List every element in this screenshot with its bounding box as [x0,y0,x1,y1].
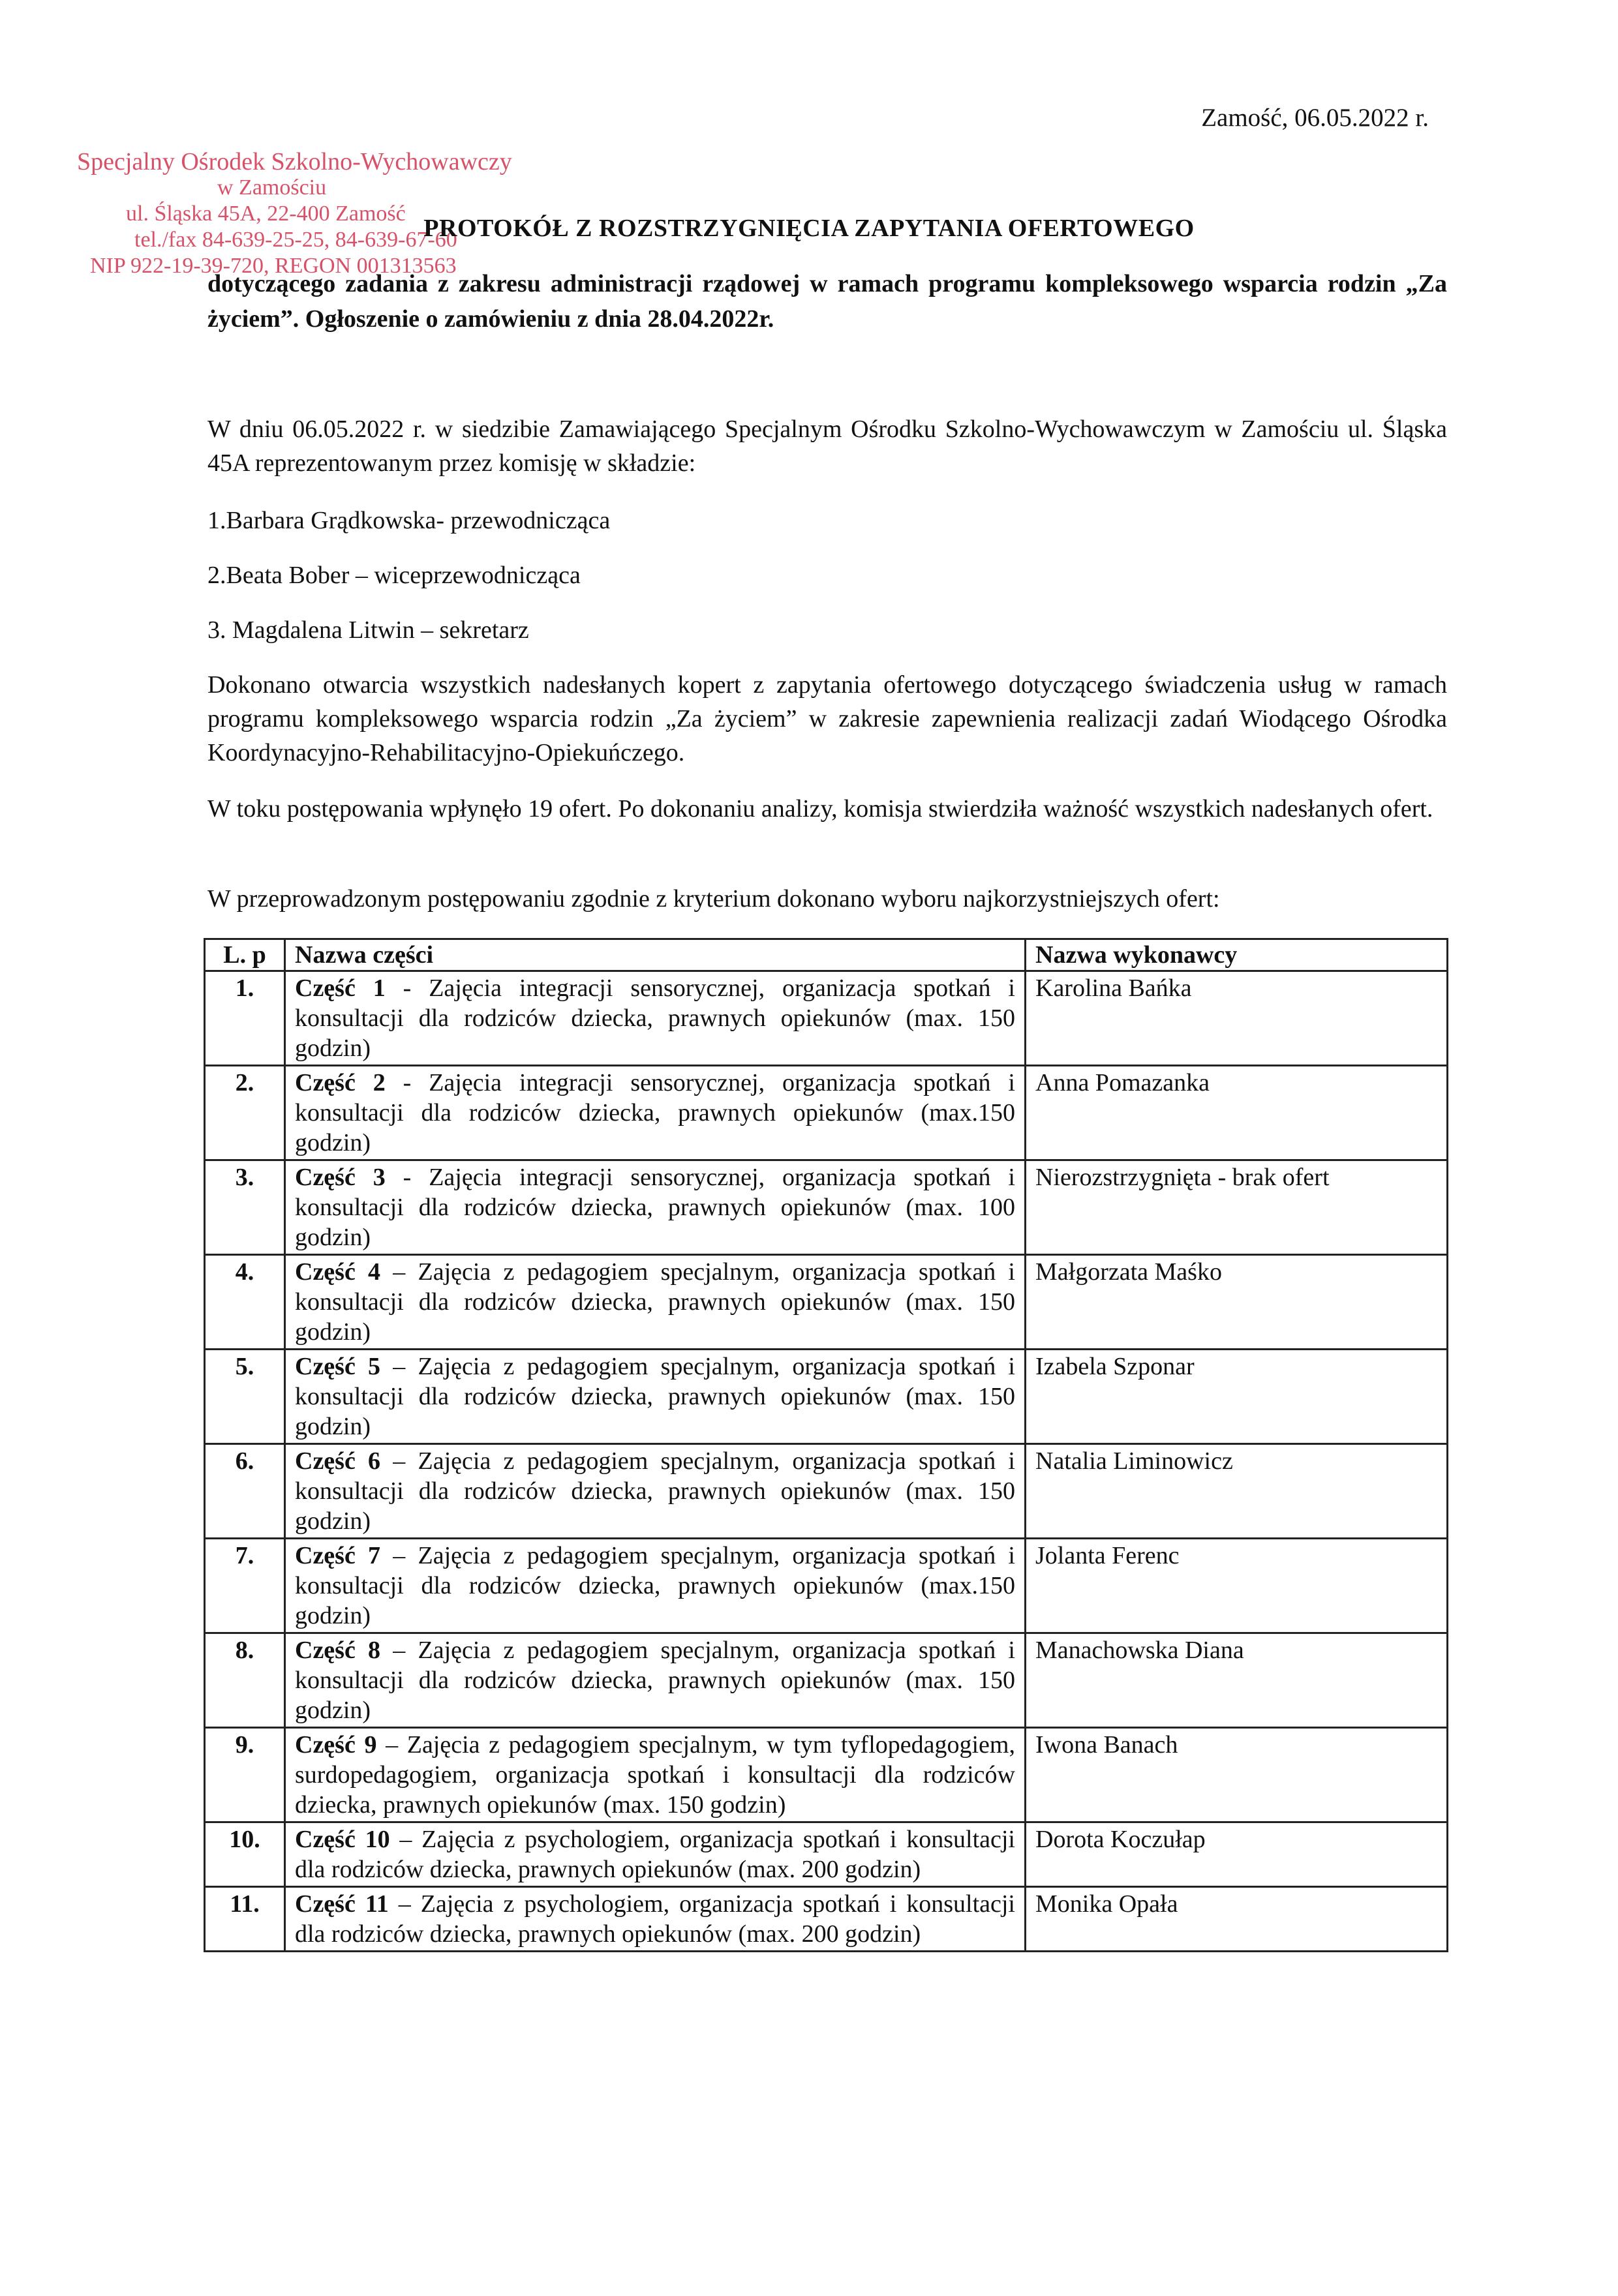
part-description [285,1350,1026,1444]
table-row [205,1539,1448,1633]
part-text: - Zajęcia integracji sensorycznej, organizacja spotkań i konsultacji dla rodziców dziecka, prawnych opiekunów (max. 150 godzin) [295,974,1015,1062]
part-text: – Zajęcia z pedagogiem specjalnym, w tym tyflopedagogiem, surdopedagogiem, organizacja spotkań i konsultacji dla rodziców dziecka, prawnych opiekunów (max. 150 godzin) [295,1731,1015,1819]
part-text: - Zajęcia integracji sensorycznej, organizacja spotkań i konsultacji dla rodziców dziecka, prawnych opiekunów (max. 100 godzin) [295,1164,1015,1251]
part-text: - Zajęcia integracji sensorycznej, organizacja spotkań i konsultacji dla rodziców dziecka, prawnych opiekunów (max.150 godzin) [295,1069,1015,1156]
part-label: Część 6 [295,1447,381,1475]
table-row [205,1887,1448,1952]
part-label: Część 1 [295,974,386,1002]
part-description [285,1822,1026,1887]
committee-member: 2.Beata Bober – wiceprzewodnicząca [207,562,581,589]
row-number: 2. [205,1066,285,1160]
row-number: 8. [205,1633,285,1728]
header-part: Nazwa części [285,939,1026,971]
part-label: Część 3 [295,1164,386,1191]
stamp-line-city: w Zamościu [217,175,327,200]
offers-table [204,938,1448,1952]
table-row [205,1066,1448,1160]
table-row [205,1160,1448,1255]
part-description [285,1255,1026,1350]
stamp-line-ids: NIP 922-19-39-720, REGON 001313563 [90,254,457,278]
contractor-name: Manachowska Diana [1026,1633,1448,1728]
contractor-name: Natalia Liminowicz [1026,1444,1448,1539]
contractor-name: Nierozstrzygnięta - brak ofert [1026,1160,1448,1255]
part-description [285,1539,1026,1633]
contractor-name: Izabela Szponar [1026,1350,1448,1444]
row-number: 4. [205,1255,285,1350]
contractor-name: Jolanta Ferenc [1026,1539,1448,1633]
part-text: – Zajęcia z pedagogiem specjalnym, organizacja spotkań i konsultacji dla rodziców dziecka, prawnych opiekunów (max.150 godzin) [295,1542,1015,1629]
part-description [285,1066,1026,1160]
table-row [205,1350,1448,1444]
opening-paragraph: Dokonano otwarcia wszystkich nadesłanych kopert z zapytania ofertowego dotyczącego świadczenia usług w ramach programu kompleksowego wsparcia rodzin „Za życiem” w zakresie zapewnienia realizacji zadań Wiodącego Ośrodka Koordynacyjno-Rehabilitacyjno-Opiekuńczego. [207,671,1447,766]
table-row [205,1444,1448,1539]
part-label: Część 10 [295,1826,390,1853]
part-label: Część 7 [295,1542,381,1569]
part-text: – Zajęcia z psychologiem, organizacja spotkań i konsultacji dla rodziców dziecka, prawnych opiekunów (max. 200 godzin) [295,1826,1015,1883]
part-text: – Zajęcia z pedagogiem specjalnym, organizacja spotkań i konsultacji dla rodziców dziecka, prawnych opiekunów (max. 150 godzin) [295,1637,1015,1724]
part-label: Część 5 [295,1353,381,1380]
row-number: 3. [205,1160,285,1255]
part-description [285,1633,1026,1728]
row-number: 10. [205,1822,285,1887]
part-description [285,1160,1026,1255]
selection-paragraph: W przeprowadzonym postępowaniu zgodnie z kryterium dokonano wyboru najkorzystniejszych ofert: [207,885,1220,913]
contractor-name: Anna Pomazanka [1026,1066,1448,1160]
part-description [285,971,1026,1066]
part-text: – Zajęcia z pedagogiem specjalnym, organizacja spotkań i konsultacji dla rodziców dziecka, prawnych opiekunów (max. 150 godzin) [295,1258,1015,1346]
stamp-line-phone: tel./fax 84-639-25-25, 84-639-67-60 [134,228,457,252]
header-lp: L. p [205,939,285,971]
part-description [285,1887,1026,1952]
part-label: Część 2 [295,1069,386,1096]
row-number: 7. [205,1539,285,1633]
part-description [285,1444,1026,1539]
table-row [205,1728,1448,1822]
part-text: – Zajęcia z psychologiem, organizacja spotkań i konsultacji dla rodziców dziecka, prawnych opiekunów (max. 200 godzin) [295,1890,1015,1948]
row-number: 9. [205,1728,285,1822]
document-subject: dotyczącego zadania z zakresu administracji rządowej w ramach programu kompleksowego wsparcia rodzin „Za życiem”. Ogłoszenie o zamówieniu z dnia 28.04.2022r. [207,270,1447,333]
document-date: Zamość, 06.05.2022 r. [1201,104,1429,132]
contractor-name: Monika Opała [1026,1887,1448,1952]
part-text: – Zajęcia z pedagogiem specjalnym, organizacja spotkań i konsultacji dla rodziców dziecka, prawnych opiekunów (max. 150 godzin) [295,1447,1015,1535]
table-row [205,1633,1448,1728]
part-label: Część 8 [295,1637,381,1664]
contractor-name: Karolina Bańka [1026,971,1448,1066]
part-label: Część 4 [295,1258,381,1286]
table-header-row [205,939,1448,971]
table-row [205,1255,1448,1350]
committee-member: 3. Magdalena Litwin – sekretarz [207,616,529,644]
part-text: – Zajęcia z pedagogiem specjalnym, organizacja spotkań i konsultacji dla rodziców dziecka, prawnych opiekunów (max. 150 godzin) [295,1353,1015,1440]
header-contractor: Nazwa wykonawcy [1026,939,1448,971]
row-number: 11. [205,1887,285,1952]
committee-member: 1.Barbara Grądkowska- przewodnicząca [207,507,611,534]
table-row [205,971,1448,1066]
part-label: Część 11 [295,1890,389,1918]
table-row [205,1822,1448,1887]
row-number: 6. [205,1444,285,1539]
stamp-line-name: Specjalny Ośrodek Szkolno-Wychowawczy [77,148,512,175]
stamp-line-address: ul. Śląska 45A, 22-400 Zamość [126,202,406,226]
document-title: PROTOKÓŁ Z ROZSTRZYGNIĘCIA ZAPYTANIA OFERTOWEGO [423,215,1195,242]
row-number: 1. [205,971,285,1066]
part-label: Część 9 [295,1731,377,1759]
contractor-name: Iwona Banach [1026,1728,1448,1822]
part-description [285,1728,1026,1822]
row-number: 5. [205,1350,285,1444]
contractor-name: Dorota Koczułap [1026,1822,1448,1887]
proceedings-paragraph: W toku postępowania wpłynęło 19 ofert. Po dokonaniu analizy, komisja stwierdziła ważność wszystkich nadesłanych ofert. [207,795,1433,823]
intro-paragraph: W dniu 06.05.2022 r. w siedzibie Zamawiającego Specjalnym Ośrodku Szkolno-Wychowawczym w Zamościu ul. Śląska 45A reprezentowanym przez komisję w składzie: [207,415,1447,477]
contractor-name: Małgorzata Maśko [1026,1255,1448,1350]
